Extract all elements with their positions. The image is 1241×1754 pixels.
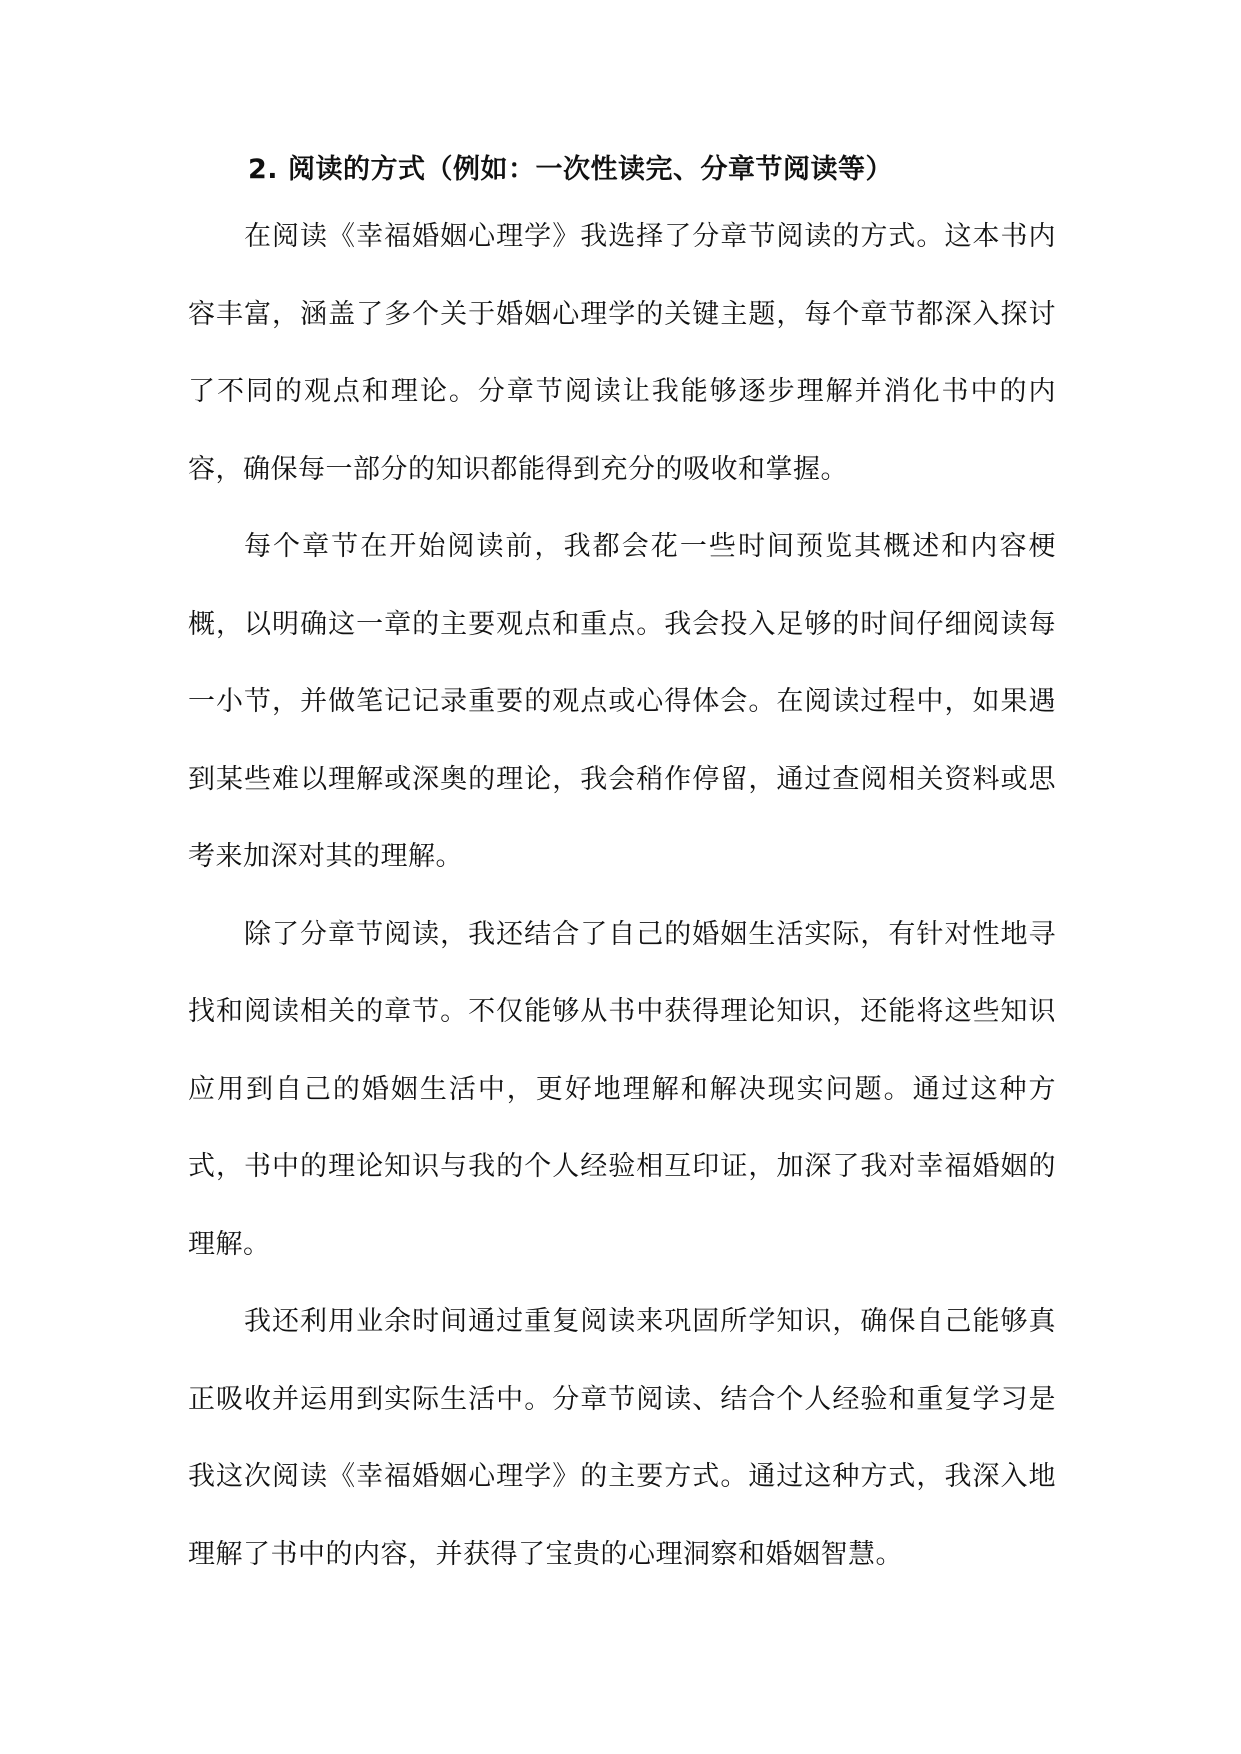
paragraph-4: 我还利用业余时间通过重复阅读来巩固所学知识，确保自己能够真正吸收并运用到实际生活中。分章节阅读、结合个人经验和重复学习是我这次阅读《幸福婚姻心理学》的主要方式。通过这种方式，我深入地理解了书中的内容，并获得了宝贵的心理洞察和婚姻智慧。 bbox=[188, 1306, 1056, 1570]
paragraph-1: 在阅读《幸福婚姻心理学》我选择了分章节阅读的方式。这本书内容丰富，涵盖了多个关于婚姻心理学的关键主题，每个章节都深入探讨了不同的观点和理论。分章节阅读让我能够逐步理解并消化书中的内容，确保每一部分的知识都能得到充分的吸收和掌握。 bbox=[188, 221, 1056, 485]
paragraph-2: 每个章节在开始阅读前，我都会花一些时间预览其概述和内容梗概，以明确这一章的主要观点和重点。我会投入足够的时间仔细阅读每一小节，并做笔记记录重要的观点或心得体会。在阅读过程中，如果遇到某些难以理解或深奥的理论，我会稍作停留，通过查阅相关资料或思考来加深对其的理解。 bbox=[188, 531, 1056, 872]
section-heading: 2. 阅读的方式（例如：一次性读完、分章节阅读等） bbox=[248, 154, 893, 185]
body-text bbox=[188, 198, 1056, 1593]
paragraph-3: 除了分章节阅读，我还结合了自己的婚姻生活实际，有针对性地寻找和阅读相关的章节。不仅能够从书中获得理论知识，还能将这些知识应用到自己的婚姻生活中，更好地理解和解决现实问题。通过这种方式，书中的理论知识与我的个人经验相互印证，加深了我对幸福婚姻的理解。 bbox=[188, 918, 1056, 1260]
